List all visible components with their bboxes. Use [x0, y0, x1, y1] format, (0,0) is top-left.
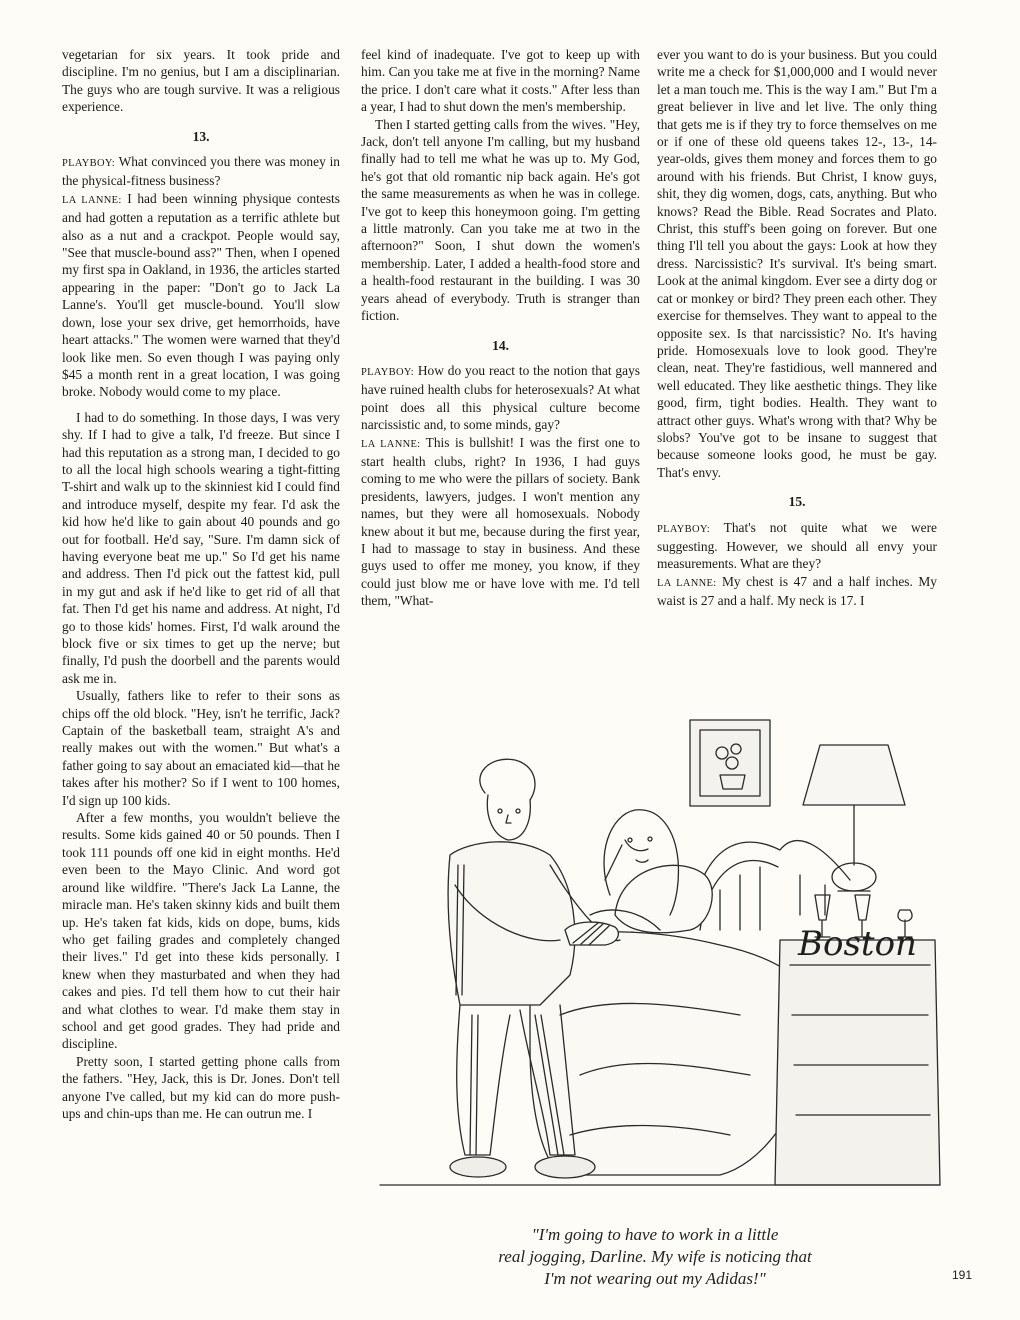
paragraph: Pretty soon, I started getting phone calls from the fathers. "Hey, Jack, this is Dr. Jones. Don't tell anyone I've called, but my kid can do more push-ups and chin-ups than me. He can outrun me. I: [62, 1053, 340, 1121]
caption-line: "I'm going to have to work in a little: [531, 1225, 779, 1244]
answer-13: [62, 190, 340, 401]
question-number-13: 13.: [192, 128, 210, 144]
speaker-playboy: PLAYBOY:: [657, 523, 710, 535]
speaker-playboy: PLAYBOY:: [361, 366, 414, 378]
article-column-2: [361, 46, 640, 610]
paragraph: feel kind of inadequate. I've got to keep up with him. Can you take me at five in the morning? Name the price. I don't care what it costs." After less than a year, I had to shut down the men's membership.: [361, 47, 640, 115]
speaker-la-lanne: LA LANNE:: [361, 438, 421, 450]
speaker-la-lanne: LA LANNE:: [657, 577, 717, 589]
cartoon-illustration: [360, 715, 950, 1215]
speaker-la-lanne: LA LANNE:: [62, 194, 122, 206]
caption-line: I'm not wearing out my Adidas!": [544, 1269, 766, 1288]
speaker-playboy: PLAYBOY:: [62, 158, 115, 170]
answer-15: [657, 573, 937, 610]
page-number: 191: [952, 1268, 973, 1282]
answer-text: I had been winning physique contests and had gotten a reputation as a terrific athlete but also as a nut and a crackpot. People would say, "See that muscle-bound ass?" Then, when I opened my first spa in Oakland, in 1936, the articles started appearing in the paper: "Don't go to Jack La Lanne's. You'll get muscle-bound. You'll slow down, lose your sex drive, get hemorrhoids, have heart attacks." The women were warned that they'd look like men. So even though I was paying only $45 a month rent in a great location, I was going broke. Nobody would come to my place.: [62, 190, 340, 400]
question-text: How do you react to the notion that gays have ruined health clubs for heterosexuals? At what point does all this physical culture become narcissistic and, to some minds, gay?: [361, 362, 640, 433]
paragraph: Usually, fathers like to refer to their sons as chips off the old block. "Hey, isn't he terrific, Jack? Captain of the basketball team, straight A's and really makes out with the women." But what's a father going to say about an emaciated kid—that he takes after his mother? So if I went to 100 homes, I'd sign up 100 kids.: [62, 688, 340, 808]
pillow: [615, 865, 712, 932]
paragraph: vegetarian for six years. It took pride and discipline. I'm no genius, but I am a disciplinarian. The guys who are tough survive. It was a religious experience.: [62, 47, 340, 115]
article-column-1: [62, 46, 340, 1122]
question-15: [657, 519, 937, 573]
paragraph: I had to do something. In those days, I was very shy. If I had to give a talk, I'd freeze. But since I had this reputation as a strong man, I decided to go to all the local high schools wearing a tight-fitting T-shirt and walk up to the skinniest kid I could find and introduce myself, despite my fear. I'd ask the kid how he'd like to gain about 40 pounds and go out for football. He'd say, "Sure. I'm damn sick of having everyone beat me up." So I'd get his name and address. Then I'd pick out the fattest kid, pull in my gut and ask if he'd like to get rid of all that fat. Then I'd get his name and address. At night, I'd go to those kids' homes. First, I'd walk around the block five or six times to get up the nerve; but finally, I'd push the doorbell and the parents would ask me in.: [62, 409, 340, 686]
question-text: What convinced you there was money in the physical-fitness business?: [62, 154, 340, 189]
answer-text: This is bullshit! I was the first one to start health clubs, right? In 1936, I had guys coming to me who were the pillars of society. Bank presidents, lawyers, judges. I won't mention any names, but they were all homosexuals. Nobody knew about it but me, because during the first year, I had to massage to stay in business. And these guys used to offer me money, you know, if they could just blow me or have love with me. I'd tell them, "What-: [361, 434, 640, 609]
question-text: That's not quite what we were suggesting. However, we should all envy your measurements. What are they?: [657, 519, 937, 572]
cartoon-caption: [380, 1224, 930, 1290]
caption-line: real jogging, Darline. My wife is noticing that: [498, 1247, 812, 1266]
answer-text: My chest is 47 and a half inches. My waist is 27 and a half. My neck is 17. I: [657, 573, 937, 609]
paragraph: Then I started getting calls from the wives. "Hey, Jack, don't tell anyone I'm calling, but my husband finally had to tell me what he was up to. My God, he's got that old romantic nip back again. He's got the same measurements as when he was in college. I've got to keep this honeymoon going. I'm getting a little matronly. Can you take me at two in the afternoon?" Soon, I shut down the women's membership. Later, I added a health-food store and a health-food restaurant in the building. I was 30 years ahead of everybody. Truth is stranger than fiction.: [361, 116, 640, 324]
answer-14: [361, 434, 640, 610]
framed-picture: [690, 720, 770, 806]
question-number-14: 14.: [492, 337, 509, 353]
question-number-15: 15.: [788, 494, 806, 510]
question-14: [361, 362, 640, 434]
artist-signature: Boston: [798, 924, 917, 964]
bedside-lamp: [803, 745, 905, 891]
adidas-shoe: [565, 922, 618, 945]
paragraph: After a few months, you wouldn't believe the results. Some kids gained 40 or 50 pounds. Then I took 111 pounds off one kid in eight months. He'd even been to the Mayo Clinic. And word got around like wildfire. "There's Jack La Lanne, the miracle man. He's taken skinny kids and built them up. He's taken fat kids, kids on dope, bums, kids who get failing grades and completely changed their lives." I'd get into these kids personally. I knew when they masturbated and when they had cakes and pies. I'd tell them how to cut their hair and what clothes to wear. I'd make them stay in school and get good grades. They had pride and discipline.: [62, 810, 340, 1052]
paragraph: ever you want to do is your business. But you could write me a check for $1,000,000 and I would never let a man touch me. This is the way I am." But I'm a great believer in live and let live. The only thing that gets me is if they try to force themselves on me or if one of these old queens takes 12-, 13-, 14-year-olds, gives them money and forces them to go around with his friends. But Christ, I know guys, shit, they dig women, dogs, cats, anything. But who knows? Read the Bible. Read Socrates and Plato. Christ, this stuff's been going on forever. But one thing I'll tell you about the gays: Look at how they dress. Narcissistic? It's survival. It's being smart. Look at the animal kingdom. Ever see a dirty dog or cat or monkey or bird? They preen each other. They exercise for themselves. They want to appeal to the opposite sex. Is that narcissistic? No. It's having pride. Homosexuals love to look good. They're clean, neat. They're fastidious, well mannered and well educated. They like aesthetic things. They like good, firm, tight bodies. Health. They want to attract other guys. What's wrong with that? Why be slobs? You've got to be insane to suggest that because someone looks good, he must be gay. That's envy.: [657, 47, 938, 480]
question-13: [62, 153, 340, 190]
article-column-3: [657, 46, 937, 610]
